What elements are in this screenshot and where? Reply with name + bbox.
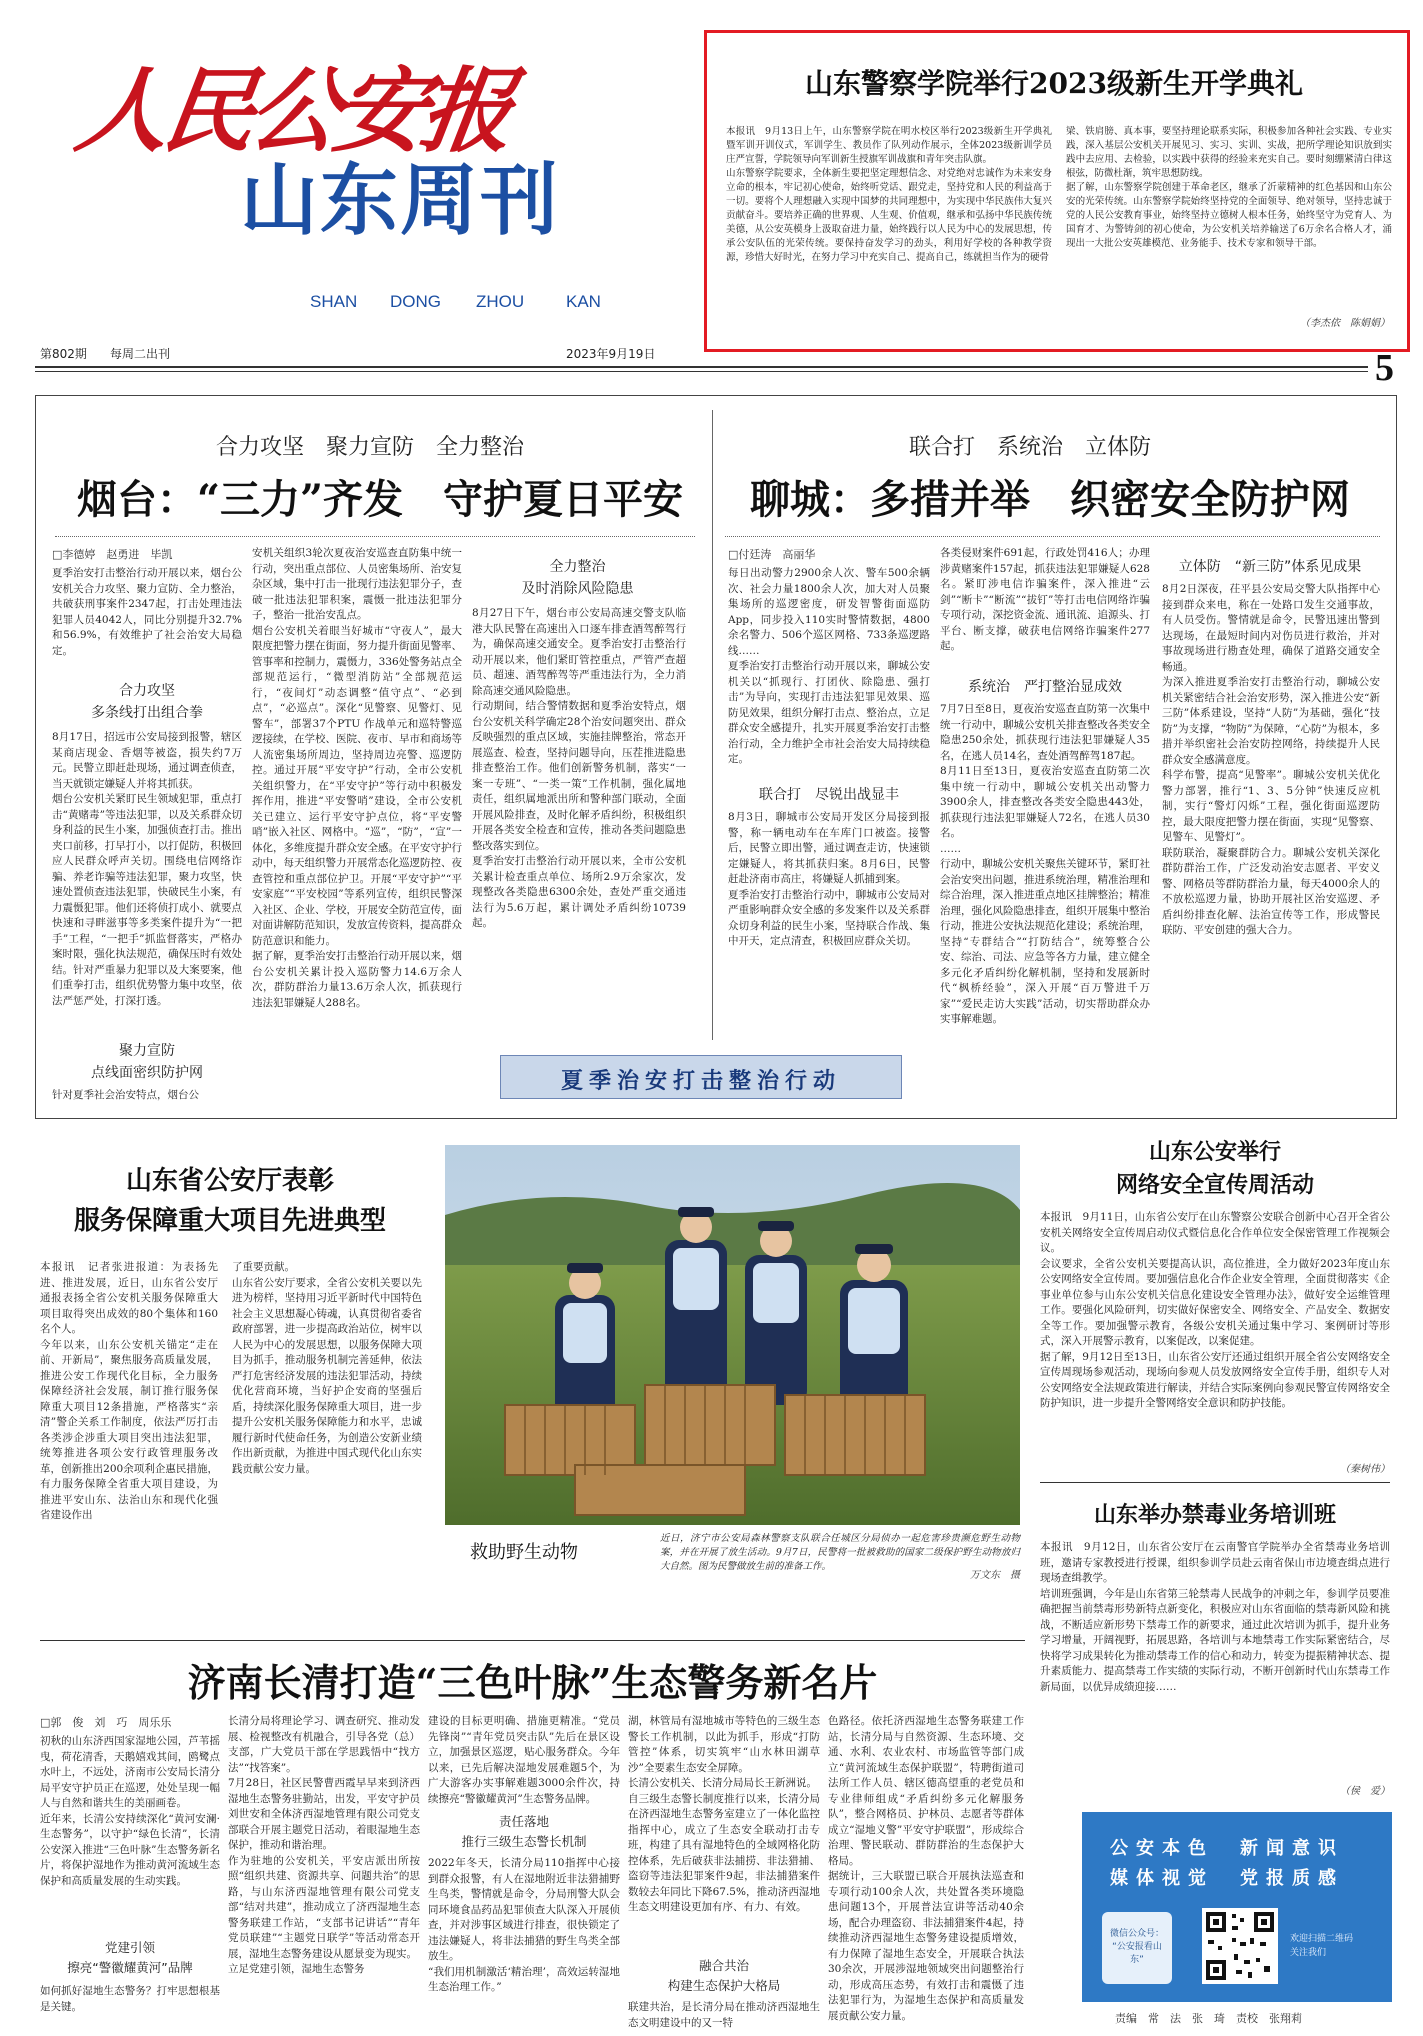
service-col2: 了重要贡献。 山东省公安厅要求，全省公安机关要以先进为榜样，坚持用习近平新时代中国特色社会主义思想凝心铸魂，认真贯彻省委省政府部署，进一步提高政治站位，树牢以人民为中心的发展思想，以服务保障大项目为抓手，推动服务机制完善延伸，依法严打危害经济发展的违法犯罪活动，持续优化营商环境，当好护企安商的坚强后盾，持续深化服务保障重大项目，进一步提升公安机关服务保障能力和水平，忠诚履行新时代使命任务，为创造公安新业绩作出新贡献，为推进中国式现代化山东实践贡献公安力量。 [232,1261,422,1475]
editors-credit: 责编 常 法 张 琦 责校 张翔莉 [1115,2012,1302,2025]
service-title-line2: 服务保障重大项目先进典型 [73,1206,386,1236]
pinyin-1: SHAN [310,292,358,311]
yantai-title-rule [55,536,695,537]
service-col1: 本报讯 记者张进报道：为表扬先进、推进发展，近日，山东省公安厅通报表扬全省公安机关服务保障重大项目取得突出成效的80个集体和160名个人。 今年以来，山东公安机关锚定“走在前、开新局”，聚焦服务高质量发展，推进公安工作现代化目标，全力服务保障经济社会发展，制订推行服务保障重大项目12条措施，严格落实“亲清”警企关系工作制度，依法严厉打击各类涉企涉重大项目突出违法犯罪，统筹推进各项公安行政管理服务改革，创新推出200余项利企惠民措施，有力服务保障全省重大项目建设，为推进平安山东、法治山东和现代化强省建设作出 [40,1261,218,1521]
wildlife-photo-graphic [445,1145,1020,1525]
jinan-subhead-3: 融合共治 构建生态保护大格局 [667,1958,781,1993]
photo-caption: 近日，济宁市公安局森林警察支队联合任城区分局侦办一起危害珍贵濒危野生动物案，并在开展了放生活动。9月7日，民警将一批被救助的国家二级保护野生动物放归大自然。图为民警做放生前的准备工作。 [660,1533,1020,1572]
top-article-signature: （李杰依 陈娟娟） [1300,318,1390,329]
jinan-col2: 长清分局将理论学习、调查研究、推动发展、检视整改有机融合，引导各党（总）支部，广大党员干部在学思践悟中“找方法”“找答案”。 7月28日，社区民警曹西霞早早来到济西湿地生态警务驻勤站，出发，平安守护员刘世安和全体济西湿地管理有限公司党支部联合开展主题党日活动，着眼湿地生态保护，推动和谐治理。 作为驻地的公安机关，平安店派出所按照“组织共建、资源共享、问题共治”的思路，与山东济西湿地管理有限公司党支部“结对共建”，推动成立了济西湿地生态警务联建工作站，“支部书记讲话”“青年党员联建”“主题党日联学”等活动常态开展，湿地生态警务建设从愿景变为现实。 立足党建引领，湿地生态警务 [228,1715,420,1975]
liaocheng-byline: □付廷涛 高丽华 [728,548,816,561]
pinyin-3: ZHOU [476,292,525,311]
yantai-subhead-1: 合力攻坚 多条线打出组合拳 [91,683,203,721]
jinan-col3: 建设的目标更明确、措施更精准。“党员先锋岗”“青年党员突击队”先后在景区设立，加强景区巡逻，贴心服务群众。今年以来，已先后解决湿地发展难题5个，为广大游客办实事解难题3000余件次，持续擦亮“警徽耀黄河”生态警务品牌。 [428,1715,620,1805]
yantai-title: 烟台：“三力”齐发 守护夏日平安 [76,476,683,523]
jinan-title: 济南长清打造“三色叶脉”生态警务新名片 [187,1660,878,1705]
masthead-rule [35,366,1368,368]
promo-ad [1082,1812,1392,2002]
jinan-subhead-1: 党建引领 擦亮“警徽耀黄河”品牌 [67,1940,193,1975]
jinan-col4b: 联建共治，是长清分局在推动济西湿地生态文明建设中的又一特 [628,2001,820,2029]
photo-credit: 万文东 摄 [970,1570,1020,1581]
yantai-col3: 8月27日下午，烟台市公安局高速交警支队临港大队民警在高速出入口逐车排查酒驾醉驾行为，确保高速交通安全。夏季治安打击整治行动开展以来，他们紧盯管控重点，严管严查超员、超速、酒驾醉驾等严重违法行为，全力消除高速交通风险隐患。 行动期间，结合警情数据和夏季治安特点，烟台公安机关科学确定28个治安问题突出、群众反映强烈的重点区域，实施挂牌整治，常态开展巡查、检查，坚持问题导向，压茬推进隐患排查整治工作。他们创新警务机制，落实“一案一专班”、“一类一策”工作机制，强化属地责任，组织属地派出所和警种部门联动，全面开展风险排查，及时化解矛盾纠纷，积极组织开展各类安全检查和宣传，推动各类问题隐患整改落实到位。 夏季治安打击整治行动开展以来，全市公安机关累计检查重点单位、场所2.9万余家次，发现整改各类隐患6300余处，查处严重交通违法行为5.6万起，累计调处矛盾纠纷10739起。 [472,607,686,929]
issue-number: 第802期 [40,347,87,361]
photo-caption-title: 救助野生动物 [470,1542,578,1563]
liaocheng-subhead-2: 系统治 严打整治显成效 [968,679,1122,695]
yantai-col1: 8月17日，招远市公安局接到报警，辖区某商店现金、香烟等被盗，损失约7万元。民警立即赶赴现场，通过调查侦查，当天就锁定嫌疑人并将其抓获。 烟台公安机关紧盯民生领域犯罪，重点打击“黄赌毒”等违法犯罪，以及关系群众切身利益的民生小案，加强侦查打击。推出夹口前移，打早打小，以打促防，积极回应人民群众呼声关切。围绕电信网络诈骗、养老诈骗等违法犯罪，聚力攻坚，快速处置侦查违法犯罪，快破民生小案，有力震慑犯罪。他们还将侦打成小、就要点快速和寻畔滋事等多类案件提升为“一把手”工程，“一把手”抓监督落实，严格办案时限，强化执法规范，确保压时有效处结。针对严重暴力犯罪以及大案要案，他们重拳打击，组织优势警力集中攻坚，依法严惩严处，打深打透。 [52,731,242,1007]
liaocheng-col1: 每日出动警力2900余人次、警车500余辆次、社会力量1800余人次，加大对人员聚集场所的巡逻密度，研发智警街面巡防 App，同步投入110实时警情数据，4800余名警力、506个巡区网格、733条巡逻路线…… 夏季治安打击整治行动开展以来，聊城公安机关以“抓现行、打团伙、除隐患、强打击”为导向，实现打击违法犯罪见效果、巡防见效果，组织分解打击点、整治点，立足群众安全感提升，扎实开展夏季治安打击整治行动，全力维护全市社会治安大局持续稳定。 [728,567,930,765]
masthead-pinyin [310,292,610,314]
yantai-intro: 夏季治安打击整治行动开展以来，烟台公安机关合力攻坚、聚力宣防、全力整治，共破获刑事案件2347起，打击处理违法犯罪人员4042人，同比分别提升32.7%和56.9%，有效维护了社会治安大局稳定。 [52,567,242,657]
top-article-col2: 梁、铁肩膀、真本事，要坚持理论联系实际，积极参加各种社会实践、专业实践，深入基层公安机关开展见习、实习、实训、实战，把所学理论知识放到实践中去应用、去检验，以实践中获得的经验来充实自己。要时刻绷紧清白律这根弦，防微杜渐，筑牢思想防线。 据了解，山东警察学院创建于革命老区，继承了沂蒙精神的红色基因和山东公安的光荣传统。山东警察学院始终坚持党的全面领导、绝对领导，坚持忠诚于党的人民公安教育事业，始终坚持立德树人根本任务，始终坚守为党育人、为国育才、为警铸剑的初心使命，为公安机关培养输送了6万余名合格人才，涌现出一大批公安英雄模范、业务能手、技术专家和领导干部。 [1066,126,1392,249]
liaocheng-subhead-1: 联合打 尽锐出战显丰 [759,787,899,803]
liaocheng-title: 聊城：多措并举 织密安全防护网 [750,476,1350,523]
jinan-top-rule [40,1640,1025,1641]
promo-line1: 公安本色 新闻意识 [1110,1838,1344,1859]
page-number: 5 [1375,347,1394,389]
service-title-line1: 山东省公安厅表彰 [125,1166,334,1196]
cyber-title-line2: 网络安全宣传周活动 [1115,1172,1314,1198]
top-article-title: 山东警察学院举行2023级新生开学典礼 [805,67,1303,100]
issue-frequency: 每周二出刊 [110,347,171,361]
yantai-col1-end: 针对夏季社会治安特点，烟台公 [52,1089,199,1101]
liaocheng-col1b: 8月3日，聊城市公安局开发区分局接到报警，称一辆电动车在车库门口被盗。接警后，民警立即出警，通过调查走访，快速锁定嫌疑人，将其抓获归案。8月6日，民警赶赴济南市高庄，将嫌疑人抓捕到案。 夏季治安打击整治行动中，聊城市公安局对严重影响群众安全感的多发案件以及关系群众切身利益的民生小案，坚持联合作战、集中开天，定点清查，积极回应群众关切。 [728,811,930,947]
jinan-col1-end: 如何抓好湿地生态警务？打牢思想根基是关键。 [40,1985,220,2013]
jinan-col4: 湖，林管局有湿地城市等特色的三级生态警长工作机制，以此为抓手，形成“打防管控”体系，切实筑牢“山水林田湖草沙”全要素生态安全屏障。 长清公安机关、长清分局局长王新洲说。 自三级生态警长制度推行以来，长清分局在济西湿地生态警务室建立了一体化监控指挥中心，成立了生态安全联动打击专班，构建了具有湿地特色的全域网格化防控体系，先后破获非法捕捞、非法猎捕、盗窃等违法犯罪案件9起，非法捕猎案件数较去年同比下降67.5%，推动济西湿地生态文明建设更加有序、有力、有效。 [628,1715,820,1913]
pinyin-2: DONG [390,292,441,311]
jinan-col1: 初秋的山东济西国家湿地公园，芦苇摇曳，荷花清香，天鹅嬉戏其间，鸥鹭点水叶上，不远处，济南市公安局长清分局平安守护员正在巡逻，处处呈现一幅人与自然和谐共生的美丽画卷。 近年来，长清公安持续深化“黄河安澜·生态警务”，以守护“绿色长清”，长清公安深入推进“三色叶脉”生态警务新名片，将保护湿地作为推动黄河流域生态保护和高质量发展的生动实践。 [40,1735,220,1887]
masthead-logo-red: 人民公安报 [69,57,516,165]
wildlife-photo [445,1145,1020,1525]
section-divider [712,410,713,1040]
liaocheng-col2: 各类侵财案件691起，行政处罚416人；办理涉黄赌案件157起，抓获违法犯罪嫌疑人628名。紧盯涉电信诈骗案件，深入推进“云剑”“断卡”“断流”“拔钉”等打击电信网络诈骗专项行动，深挖资金流、通讯流、追源头、打平台、断支撑，破获电信网络诈骗案件277起。 [940,547,1150,652]
drug-signature: （侯 爱） [1340,1786,1390,1797]
qr-code-graphic [1202,1908,1278,1984]
cyber-signature: （秦树伟） [1340,1464,1390,1475]
drug-body: 本报讯 9月12日，山东省公安厅在云南警官学院举办全省禁毒业务培训班，邀请专家教授进行授课，组织参训学员赴云南省保山市边境查缉点进行现场查缉教学。 培训班强调，今年是山东省第三轮禁毒人民战争的冲刺之年，参训学员要准确把握当前禁毒形势新特点新变化，积极应对山东省面临的禁毒新风险和挑战，不断适应新形势下禁毒工作的新要求，通过此次培训为抓手，提升业务学习增量，开阔视野，拓展思路，各培训与本地禁毒工作实际紧密结合，尽快将学习成果转化为推动禁毒工作的信心和动力，转变为提振精神状态、提升素质能力、提高禁毒工作实绩的实际行动，不断开创新时代山东禁毒工作新局面，以优异成绩迎接…… [1040,1541,1390,1693]
liaocheng-subhead-3: 立体防 “新三防”体系见成果 [1178,559,1362,575]
promo-left-small: 微信公众号： “公安报看山东” [1109,1929,1164,1965]
promo-line2: 媒体视觉 党报质感 [1110,1868,1344,1889]
yantai-subhead-3: 全力整治 及时消除风险隐患 [521,559,634,597]
liaocheng-kicker: 联合打 系统治 立体防 [908,435,1151,460]
masthead-logo-blue: 山东周刊 [240,156,561,246]
yantai-byline: □李德婷 赵勇进 毕凯 [52,548,173,561]
cyber-title-line1: 山东公安举行 [1148,1139,1281,1165]
masthead-rule-thin [35,371,1368,372]
yantai-col2: 安机关组织3轮次夏夜治安巡查直防集中统一行动，突出重点部位、人员密集场所、治安复杂区域，集中打击一批现行违法犯罪分子，查破一批违法犯罪积案，震慑一批违法犯罪分子，整治一批治安乱点。 烟台公安机关着眼当好城市“守夜人”，最大限度把警力摆在街面，努力提升街面见警率、管事率和控制力，震慑力，336处警务站点全部规范运行，“微型消防站”全部规范运行，“夜间灯”动态调整“值守点”、“必到点”，“必巡点”。深化“见警察、见警灯、见警车”，部署37个PTU 作战单元和巡特警巡逻接续，在学校、医院、夜市、早市和商场等人流密集场所周边，坚持周边亮警、巡逻防控。通过开展“平安守护”行动，全市公安机关组织警力，在“平安守护”等行动中积极发挥作用，推进“平安警哨”建设，全市公安机关已建立、运行平安守护点位，将“平安警哨”嵌入社区、网格中。“巡”，“防”，“宣”一体化，多维度提升群众安全感。在平安守护行动中，每天组织警力开展常态化巡逻防控、夜查管控和重点部位护卫。开展“平安守护”“平安家庭”“平安校园”等系列宣传，组织民警深入社区、企业、学校，开展安全防范宣传，面对面讲解防范知识，发放宣传资料，提高群众防范意识和能力。 据了解，夏季治安打击整治行动开展以来，烟台公安机关累计投入巡防警力14.6万余人次，群防群治力量13.6万余人次，抓获现行违法犯罪嫌疑人288名。 [252,547,462,1009]
cyber-body: 本报讯 9月11日，山东省公安厅在山东警察公安联合创新中心召开全省公安机关网络安全宣传周启动仪式暨信息化合作单位安全保密管理工作视频会议。 会议要求，全省公安机关要提高认识，高位推进，全力做好2023年度山东公安网络安全宣传周。要加强信息化合作企业安全管理，全面贯彻落实《企事业单位参与山东公安机关信息化建设安全管理办法》，做好安全运维管理工作。要强化风险研判，切实做好保密安全、网络安全、产品安全、数据安全等工作。要加强警示教育，各级公安机关通过集中学习、案例研讨等形式，深入开展警示教育，以案促改，以案促建。 据了解，9月12日至13日，山东省公安厅还通过组织开展全省公安网络安全宣传周现场参观活动，现场向参观人员发放网络安全宣传手册，组织专人对公安网络安全法规政策进行解读，并结合实际案例向参观民警宣传网络安全防护知识，进一步提升全警网络安全意识和防护技能。 [1040,1211,1390,1409]
cyber-drug-rule [1040,1482,1390,1483]
jinan-col3b: 2022年冬天，长清分局110指挥中心接到群众报警，有人在湿地附近非法猎捕野生鸟类，警情就是命令，分局刑警大队会同环境食品药品犯罪侦查大队深入开展侦查，并对涉事区域进行排查，很快锁定了违法嫌疑人，将非法捕猎的野生鸟类全部放生。 “我们用机制激活‘精治理’，高效运转湿地生态治理工作。” [428,1857,620,1993]
promo-phone-icon [1102,1912,1172,1984]
campaign-banner-text: 夏季治安打击整治行动 [560,1069,841,1094]
yantai-kicker: 合力攻坚 聚力宣防 全力整治 [215,435,524,460]
jinan-col5: 色路径。依托济西湿地生态警务联建工作站，长清分局与自然资源、生态环境、交通、水利、农业农村、市场监管等部门成立“黄河流域生态保护联盟”，特聘街道司法所工作人员、辖区德高望重的老党员和专业律师组成“矛盾纠纷多元化解服务队”，整合网格员、护林员、志愿者等群体成立“湿地义警”平安守护联盟”，形成综合治理、警民联动、群防群治的生态保护大格局。 据统计，三大联盟已联合开展执法巡查和专项行动100余人次，共处置各类环境隐患问题13个，开展普法宣讲等活动40余场，配合办理盗窃、非法捕猎案件4起，持续推动济西湿地生态警务建设提质增效，有力保障了湿地生态安全，开展联合执法30余次，开展涉湿地领域突出问题整治行动，形成高压态势，有效打击和震慑了违法犯罪行为，为湿地生态保护和高质量发展贡献公安力量。 [828,1715,1024,2022]
jinan-byline: □郭 俊 刘 巧 周乐乐 [40,1716,172,1729]
top-article-col1: 本报讯 9月13日上午，山东警察学院在明水校区举行2023级新生开学典礼暨军训开训仪式，军训学生、教员作了队列动作展示，全体2023级新训学员庄严宣誓，学院领导向军训新生授旗军训战旗和青年突击队旗。 山东警察学院要求，全体新生要把坚定理想信念、对党绝对忠诚作为未来安身立命的根本，牢记初心使命，始终听党话、跟党走，坚持党和人民的利益高于一切。要将个人理想融入实现中国梦的共同理想中，为实现中华民族伟大复兴贡献奋斗。要培养正确的世界观、人生观、价值观，继承和弘扬中华民族传统美德，从公安英模身上汲取奋进力量，始终践行以人民为中心的发展思想，传承公安队伍的光荣传统。要保持奋发学习的劲头，利用好学校的各种教学资源，珍惜大好时光，在努力学习中充实自己、提高自己，练就担当作为的硬骨 [726,126,1052,263]
promo-right-small: 欢迎扫描二维码 关注我们 [1290,1934,1354,1958]
campaign-banner [500,1055,902,1099]
liaocheng-col3: 8月2日深夜，茌平县公安局交警大队指挥中心接到群众来电，称在一处路口发生交通事故，有人员受伤。警情就是命令，民警迅速出警到达现场，在最短时间内对伤员进行救治，并对事故现场进行勘查处理，确保了道路交通安全畅通。 为深入推进夏季治安打击整治行动，聊城公安机关紧密结合社会治安形势，深入推进公安“新三防”体系建设，坚持“人防”为基础，强化“技防”为支撑，“物防”为保障，“心防”为根本，多措并举织密社会治安防控网络，持续提升人民群众安全感满意度。 科学布警，提高“见警率”。聊城公安机关优化警力部署，推行“1、3、5分钟”快速反应机制，实行“警灯闪烁”工程，强化街面巡逻防控，最大限度把警力摆在街面，实现“见警察、见警车、见警灯”。 联防联治，凝聚群防合力。聊城公安机关深化群防群治工作，广泛发动治安志愿者、平安义警、网格员等群防群治力量，每天4000余人的不放松巡逻力量，协助开展社区治安巡逻、矛盾纠纷排查化解、法治宣传等工作，形成警民联防、平安创建的强大合力。 [1162,583,1380,936]
qr-code-icon [1202,1908,1278,1984]
liaocheng-col2b: 7月7日至8日，夏夜治安巡查直防第一次集中统一行动中，聊城公安机关排查整改各类安全隐患250余处，抓获现行违法犯罪嫌疑人35名，在逃人员14名，查处酒驾醉驾187起。 8月11日至13日，夏夜治安巡查直防第二次集中统一行动中，聊城公安机关出动警力3900余人，排查整改各类安全隐患443处，抓获现行违法犯罪嫌疑人72名，在逃人员30名。 …… 行动中，聊城公安机关聚焦关键环节，紧盯社会治安突出问题，推进系统治理，精准治理和综合治理，深入推进重点地区挂牌整治；精准治理，强化风险隐患排查，组织开展集中整治行动，推进公安执法规范化建设；系统治理，坚持“专群结合”“打防结合”，统筹整合公安、综治、司法、应急等各方力量，建立健全多元化矛盾纠纷化解机制，坚持和发展新时代“枫桥经验”，深入开展“百万警进千万家”“爱民走访大实践”活动，切实帮助群众办实事解难题。 [940,703,1150,1025]
issue-date: 2023年9月19日 [566,347,656,361]
yantai-subhead-2: 聚力宣防 点线面密织防护网 [91,1043,203,1081]
liaocheng-title-rule [725,536,1380,537]
drug-title: 山东举办禁毒业务培训班 [1093,1502,1336,1528]
jinan-subhead-2: 责任落地 推行三级生态警长机制 [461,1814,587,1849]
pinyin-4: KAN [566,292,601,311]
